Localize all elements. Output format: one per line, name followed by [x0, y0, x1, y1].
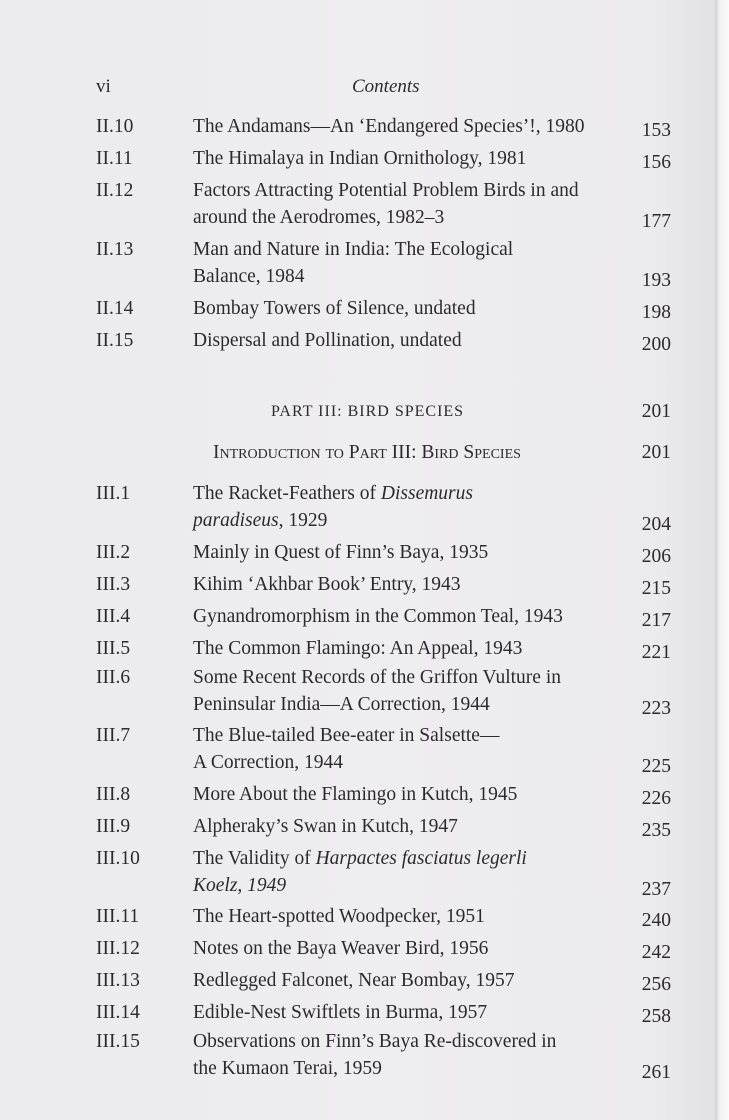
entry-title: [193, 177, 625, 231]
entry-number: III.14: [96, 1002, 140, 1023]
entry-number: III.5: [96, 638, 131, 659]
entry-title-line: The Andamans—An ‘Endangered Species’!, 1980: [193, 116, 585, 137]
entry-page-number: 225: [641, 756, 671, 777]
entry-title-line: The Racket-Feathers of Dissemurus: [193, 483, 473, 504]
entry-page-number: 221: [641, 642, 671, 663]
entry-title: [193, 480, 625, 534]
entry-page-number: 177: [641, 211, 671, 232]
entry-page-number: 204: [641, 514, 671, 535]
entry-page-number: 242: [641, 942, 671, 963]
entry-title-line: Redlegged Falconet, Near Bombay, 1957: [193, 970, 515, 991]
entry-number: II.13: [96, 239, 134, 260]
entry-page-number: 258: [641, 1006, 671, 1027]
entry-title-line: paradiseus, 1929: [193, 510, 328, 531]
entry-page-number: 198: [641, 302, 671, 323]
entry-title: [193, 903, 625, 930]
entry-title-line: Mainly in Quest of Finn’s Baya, 1935: [193, 542, 489, 563]
entry-title-line: A Correction, 1944: [193, 752, 344, 773]
entry-title: [193, 327, 625, 354]
entry-page-number: 215: [641, 578, 671, 599]
entry-title: [193, 967, 625, 994]
entry-title: [193, 635, 625, 662]
entry-number: III.3: [96, 574, 131, 595]
entry-page-number: 193: [641, 270, 671, 291]
entry-page-number: 217: [641, 610, 671, 631]
entry-title-line: The Common Flamingo: An Appeal, 1943: [193, 638, 523, 659]
entry-title-line: The Blue-tailed Bee-eater in Salsette—: [193, 725, 500, 746]
entry-title-line: Gynandromorphism in the Common Teal, 1943: [193, 606, 563, 627]
entry-number: II.15: [96, 330, 134, 351]
entry-title-line: Peninsular India—A Correction, 1944: [193, 694, 490, 715]
entry-title-line: Some Recent Records of the Griffon Vulture in: [193, 667, 561, 688]
entry-number: III.4: [96, 606, 131, 627]
entry-number: II.14: [96, 298, 134, 319]
entry-title-line: Notes on the Baya Weaver Bird, 1956: [193, 938, 489, 959]
entry-title: [193, 145, 625, 172]
entry-title-line: Koelz, 1949: [193, 875, 287, 896]
entry-title: [193, 236, 625, 290]
entry-title: [193, 571, 625, 598]
entry-title-line: Alpheraky’s Swan in Kutch, 1947: [193, 816, 458, 837]
entry-title-line: the Kumaon Terai, 1959: [193, 1058, 382, 1079]
entry-title-line: Dispersal and Pollination, undated: [193, 330, 462, 351]
entry-page-number: 256: [641, 974, 671, 995]
entry-number: III.9: [96, 816, 131, 837]
entry-number: II.12: [96, 180, 134, 201]
entry-page-number: 240: [641, 910, 671, 931]
entry-title: [193, 1028, 625, 1082]
entry-number: III.1: [96, 483, 131, 504]
entry-number: II.10: [96, 116, 134, 137]
part-3-intro-page: 201: [641, 442, 671, 463]
entry-title: [193, 539, 625, 566]
entry-number: III.12: [96, 938, 140, 959]
entry-title: [193, 664, 625, 718]
entry-title-line: around the Aerodromes, 1982–3: [193, 207, 445, 228]
entry-title-line: Man and Nature in India: The Ecological: [193, 239, 514, 260]
entry-number: III.15: [96, 1031, 140, 1052]
entry-number: III.7: [96, 725, 131, 746]
entry-page-number: 235: [641, 820, 671, 841]
entry-title: [193, 603, 625, 630]
entry-title-line: Edible-Nest Swiftlets in Burma, 1957: [193, 1002, 488, 1023]
entry-title-line: Bombay Towers of Silence, undated: [193, 298, 476, 319]
page-folio: vi: [96, 76, 111, 97]
entry-title: [193, 781, 625, 808]
entry-number: II.11: [96, 148, 133, 169]
entry-number: III.6: [96, 667, 131, 688]
entry-title-line: Kihim ‘Akhbar Book’ Entry, 1943: [193, 574, 461, 595]
entry-page-number: 200: [641, 334, 671, 355]
entry-title-line: Observations on Finn’s Baya Re-discovered in: [193, 1031, 557, 1052]
entry-number: III.13: [96, 970, 140, 991]
entry-title: [193, 722, 625, 776]
entry-page-number: 206: [641, 546, 671, 567]
entry-title-line: The Himalaya in Indian Ornithology, 1981: [193, 148, 527, 169]
entry-title-line: More About the Flamingo in Kutch, 1945: [193, 784, 518, 805]
part-3-title: PART III: BIRD SPECIES: [271, 403, 465, 420]
entry-title-line: The Heart-spotted Woodpecker, 1951: [193, 906, 485, 927]
entry-title: [193, 999, 625, 1026]
entry-title-line: Balance, 1984: [193, 266, 305, 287]
entry-title: [193, 813, 625, 840]
entry-title: [193, 935, 625, 962]
entry-page-number: 156: [641, 152, 671, 173]
part-3-page: 201: [641, 401, 671, 422]
entry-number: III.11: [96, 906, 140, 927]
entry-number: III.10: [96, 848, 140, 869]
entry-title: [193, 113, 625, 140]
entry-number: III.2: [96, 542, 131, 563]
entry-page-number: 237: [641, 879, 671, 900]
entry-page-number: 223: [641, 698, 671, 719]
entry-page-number: 226: [641, 788, 671, 809]
entry-page-number: 261: [641, 1062, 671, 1083]
entry-title: [193, 845, 625, 899]
entry-title-line: The Validity of Harpactes fasciatus legerli: [193, 848, 527, 869]
part-3-intro-title: Introduction to Part III: Bird Species: [213, 442, 521, 463]
running-head: Contents: [352, 76, 420, 97]
entry-number: III.8: [96, 784, 131, 805]
entry-page-number: 153: [641, 120, 671, 141]
entry-title: [193, 295, 625, 322]
entry-title-line: Factors Attracting Potential Problem Birds in and: [193, 180, 579, 201]
